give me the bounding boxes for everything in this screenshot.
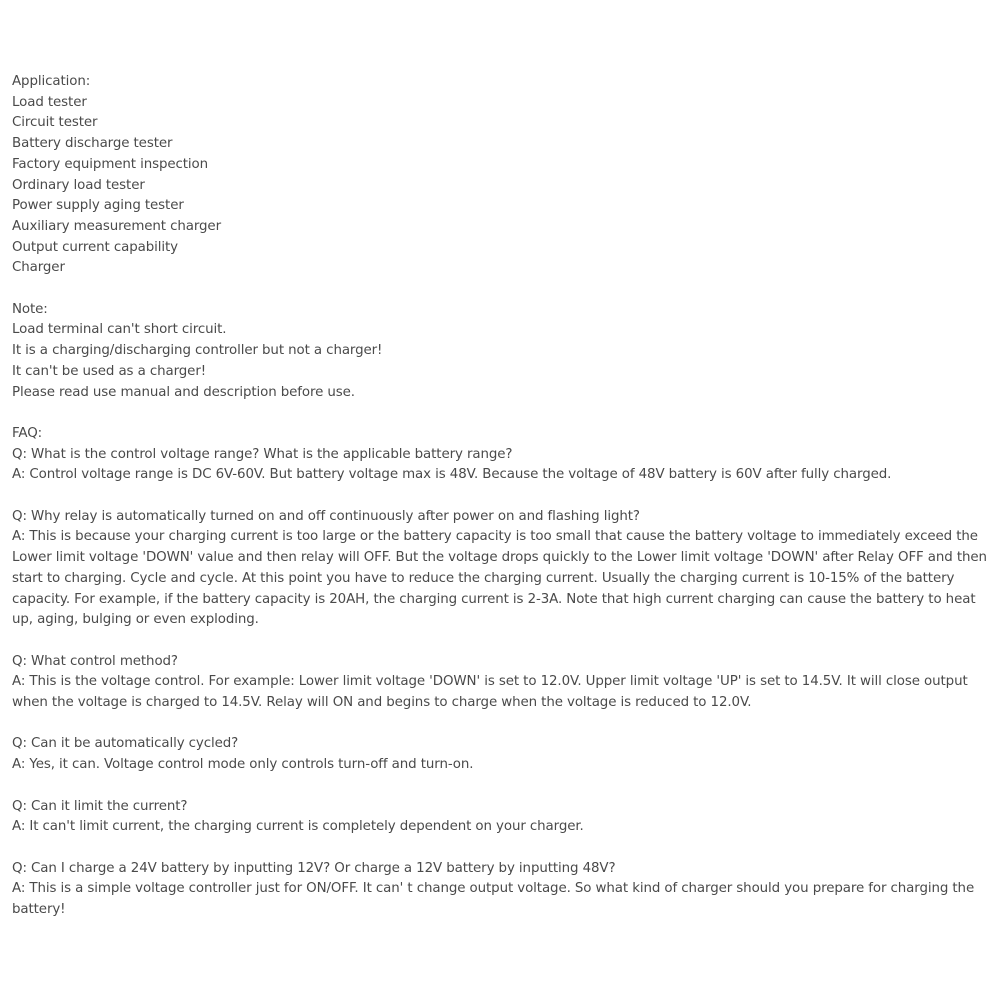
application-item: Power supply aging tester [12,198,184,214]
faq-answer: A: Control voltage range is DC 6V-60V. But battery voltage max is 48V. Because the voltage of 48V battery is 60V after fully charged. [12,467,892,483]
note-item: Please read use manual and description before use. [12,384,355,400]
faq-item [12,445,992,486]
application-item: Factory equipment inspection [12,156,209,172]
application-item: Charger [12,260,65,276]
faq-section [12,424,992,921]
document-body [12,72,992,941]
faq-answer: A: Yes, it can. Voltage control mode only controls turn-off and turn-on. [12,757,474,773]
faq-question: Q: Can it be automatically cycled? [12,736,239,752]
note-item: It is a charging/discharging controller but not a charger! [12,343,383,359]
faq-question: Q: Can I charge a 24V battery by inputting 12V? Or charge a 12V battery by inputting 48V? [12,860,616,876]
application-item: Output current capability [12,239,178,255]
faq-question: Q: What is the control voltage range? What is the applicable battery range? [12,446,513,462]
application-item: Auxiliary measurement charger [12,218,221,234]
faq-heading: FAQ: [12,425,43,441]
note-item: It can't be used as a charger! [12,363,206,379]
application-heading: Application: [12,74,91,89]
faq-item [12,507,992,631]
application-item: Battery discharge tester [12,136,173,152]
application-section [12,72,992,279]
note-section [12,300,992,404]
note-item: Load terminal can't short circuit. [12,322,227,338]
faq-question: Q: Why relay is automatically turned on and off continuously after power on and flashing light? [12,508,640,524]
faq-item [12,734,992,775]
faq-item [12,797,992,838]
faq-question: Q: What control method? [12,653,178,669]
faq-item [12,652,992,714]
faq-answer: A: This is the voltage control. For example: Lower limit voltage 'DOWN' is set to 12.0V. Upper limit voltage 'UP' is set to 14.5V. It will close output when the voltage is charged to 14.5V. Relay will ON and begins to charge when the voltage is reduced to 12.0V. [12,674,968,711]
application-item: Ordinary load tester [12,177,145,193]
faq-item [12,859,992,921]
faq-answer: A: It can't limit current, the charging current is completely dependent on your charger. [12,819,584,835]
faq-question: Q: Can it limit the current? [12,798,188,814]
faq-answer: A: This is because your charging current is too large or the battery capacity is too small that cause the battery voltage to immediately exceed the Lower limit voltage 'DOWN' value and then relay will OFF. But the voltage drops quickly to the Lower limit voltage 'DOWN' after Relay OFF and then start to charging. Cycle and cycle. At this point you have to reduce the charging current. Usually the charging current is 10-15% of the battery capacity. For example, if the battery capacity is 20AH, the charging current is 2-3A. Note that high current charging can cause the battery to heat up, aging, bulging or even exploding. [12,529,987,628]
faq-answer: A: This is a simple voltage controller just for ON/OFF. It can' t change output voltage. So what kind of charger should you prepare for charging the battery! [12,881,975,918]
note-heading: Note: [12,301,48,317]
application-item: Load tester [12,94,87,110]
application-item: Circuit tester [12,115,98,131]
